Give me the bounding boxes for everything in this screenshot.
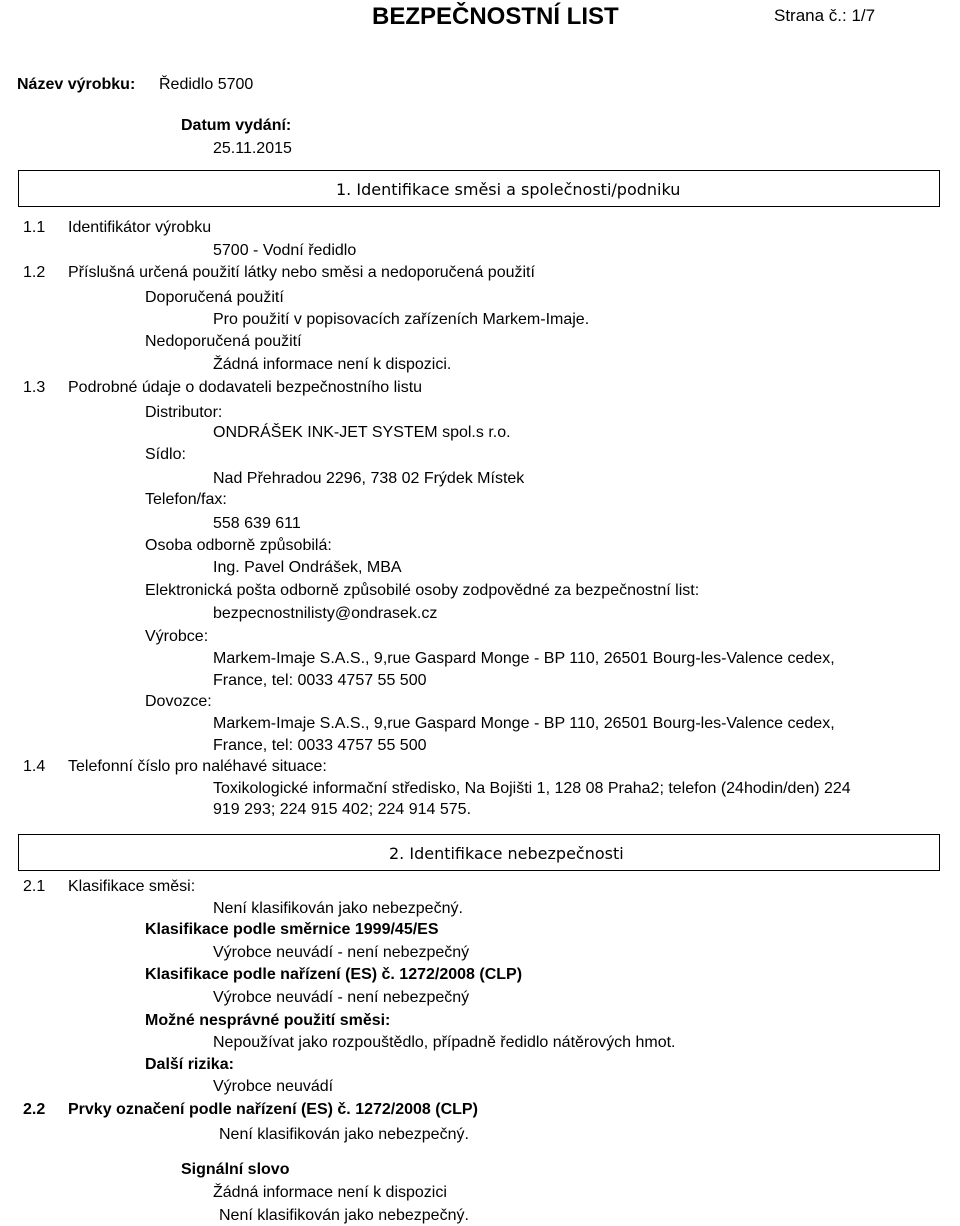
section-2-2-number: 2.2 <box>23 1101 46 1118</box>
regulation-classification-label: Klasifikace podle nařízení (ES) č. 1272/2008 (CLP) <box>145 966 523 983</box>
directive-classification-value: Výrobce neuvádí - není nebezpečný <box>213 944 470 961</box>
section-1-4-title: Telefonní číslo pro naléhavé situace: <box>68 758 327 775</box>
signal-word-value: Žádná informace není k dispozici <box>213 1184 447 1201</box>
other-risks-label: Další rizika: <box>145 1056 234 1073</box>
misuse-value: Nepoužívat jako rozpouštědlo, případně ředidlo nátěrových hmot. <box>213 1034 676 1051</box>
signal-word-label: Signální slovo <box>181 1161 290 1178</box>
phone-fax-label: Telefon/fax: <box>145 491 227 508</box>
label-elements-value: Není klasifikován jako nebezpečný. <box>219 1126 469 1143</box>
section-1-1-title: Identifikátor výrobku <box>68 219 212 236</box>
section-1-3-title: Podrobné údaje o dodavateli bezpečnostního listu <box>68 379 423 396</box>
issue-date-value: 25.11.2015 <box>213 140 292 157</box>
section-2-1-number: 2.1 <box>23 878 46 895</box>
manufacturer-label: Výrobce: <box>145 628 209 645</box>
section-1-heading: 1. Identifikace směsi a společnosti/podniku <box>336 180 681 199</box>
misuse-label: Možné nesprávné použití směsi: <box>145 1012 391 1029</box>
recommended-use-value: Pro použití v popisovacích zařízeních Markem-Imaje. <box>213 311 590 328</box>
section-1-2-title: Příslušná určená použití látky nebo směsi a nedoporučená použití <box>68 264 535 281</box>
responsible-person-label: Osoba odborně způsobilá: <box>145 537 332 554</box>
section-1-2-number: 1.2 <box>23 264 46 281</box>
importer-address-line1: Markem-Imaje S.A.S., 9,rue Gaspard Monge - BP 110, 26501 Bourg-les-Valence cedex, <box>213 715 835 732</box>
product-name-label: Název výrobku: <box>17 76 136 93</box>
directive-classification-label: Klasifikace podle směrnice 1999/45/ES <box>145 921 439 938</box>
section-1-4-number: 1.4 <box>23 758 46 775</box>
page-number: Strana č.: 1/7 <box>774 6 876 25</box>
section-1-heading-box <box>18 170 940 207</box>
importer-label: Dovozce: <box>145 693 212 710</box>
document-title: BEZPEČNOSTNÍ LIST <box>372 3 619 30</box>
emergency-phone-line1: Toxikologické informační středisko, Na Bojišti 1, 128 08 Praha2; telefon (24hodin/den) 224 <box>213 780 851 797</box>
issue-date-label: Datum vydání: <box>181 117 292 134</box>
not-recommended-use-label: Nedoporučená použití <box>145 333 302 350</box>
other-risks-value: Výrobce neuvádí <box>213 1078 334 1095</box>
seat-label: Sídlo: <box>145 446 186 463</box>
email-value[interactable]: bezpecnostnilisty@ondrasek.cz <box>213 605 438 622</box>
manufacturer-address-line1: Markem-Imaje S.A.S., 9,rue Gaspard Monge - BP 110, 26501 Bourg-les-Valence cedex, <box>213 650 835 667</box>
section-1-3-number: 1.3 <box>23 379 46 396</box>
regulation-classification-value: Výrobce neuvádí - není nebezpečný <box>213 989 470 1006</box>
distributor-value: ONDRÁŠEK INK-JET SYSTEM spol.s r.o. <box>213 424 511 441</box>
importer-address-line2: France, tel: 0033 4757 55 500 <box>213 737 427 754</box>
emergency-phone-line2: 919 293; 224 915 402; 224 914 575. <box>213 801 472 818</box>
section-2-2-title: Prvky označení podle nařízení (ES) č. 1272/2008 (CLP) <box>68 1101 478 1118</box>
product-name-value: Ředidlo 5700 <box>159 76 254 93</box>
product-identifier-value: 5700 - Vodní ředidlo <box>213 242 357 259</box>
email-label: Elektronická pošta odborně způsobilé osoby zodpovědné za bezpečnostní list: <box>145 582 700 599</box>
responsible-person-value: Ing. Pavel Ondrášek, MBA <box>213 559 402 576</box>
section-2-heading-box <box>18 834 940 871</box>
recommended-use-label: Doporučená použití <box>145 289 284 306</box>
distributor-label: Distributor: <box>145 404 223 421</box>
section-2-heading: 2. Identifikace nebezpečnosti <box>389 844 624 863</box>
mixture-classification-value: Není klasifikován jako nebezpečný. <box>213 900 463 917</box>
phone-fax-value: 558 639 611 <box>213 515 301 532</box>
section-1-1-number: 1.1 <box>23 219 46 236</box>
not-recommended-use-value: Žádná informace není k dispozici. <box>213 356 452 373</box>
manufacturer-address-line2: France, tel: 0033 4757 55 500 <box>213 672 427 689</box>
seat-value: Nad Přehradou 2296, 738 02 Frýdek Místek <box>213 470 525 487</box>
section-2-1-title: Klasifikace směsi: <box>68 878 196 895</box>
signal-word-value-2: Není klasifikován jako nebezpečný. <box>219 1207 469 1224</box>
